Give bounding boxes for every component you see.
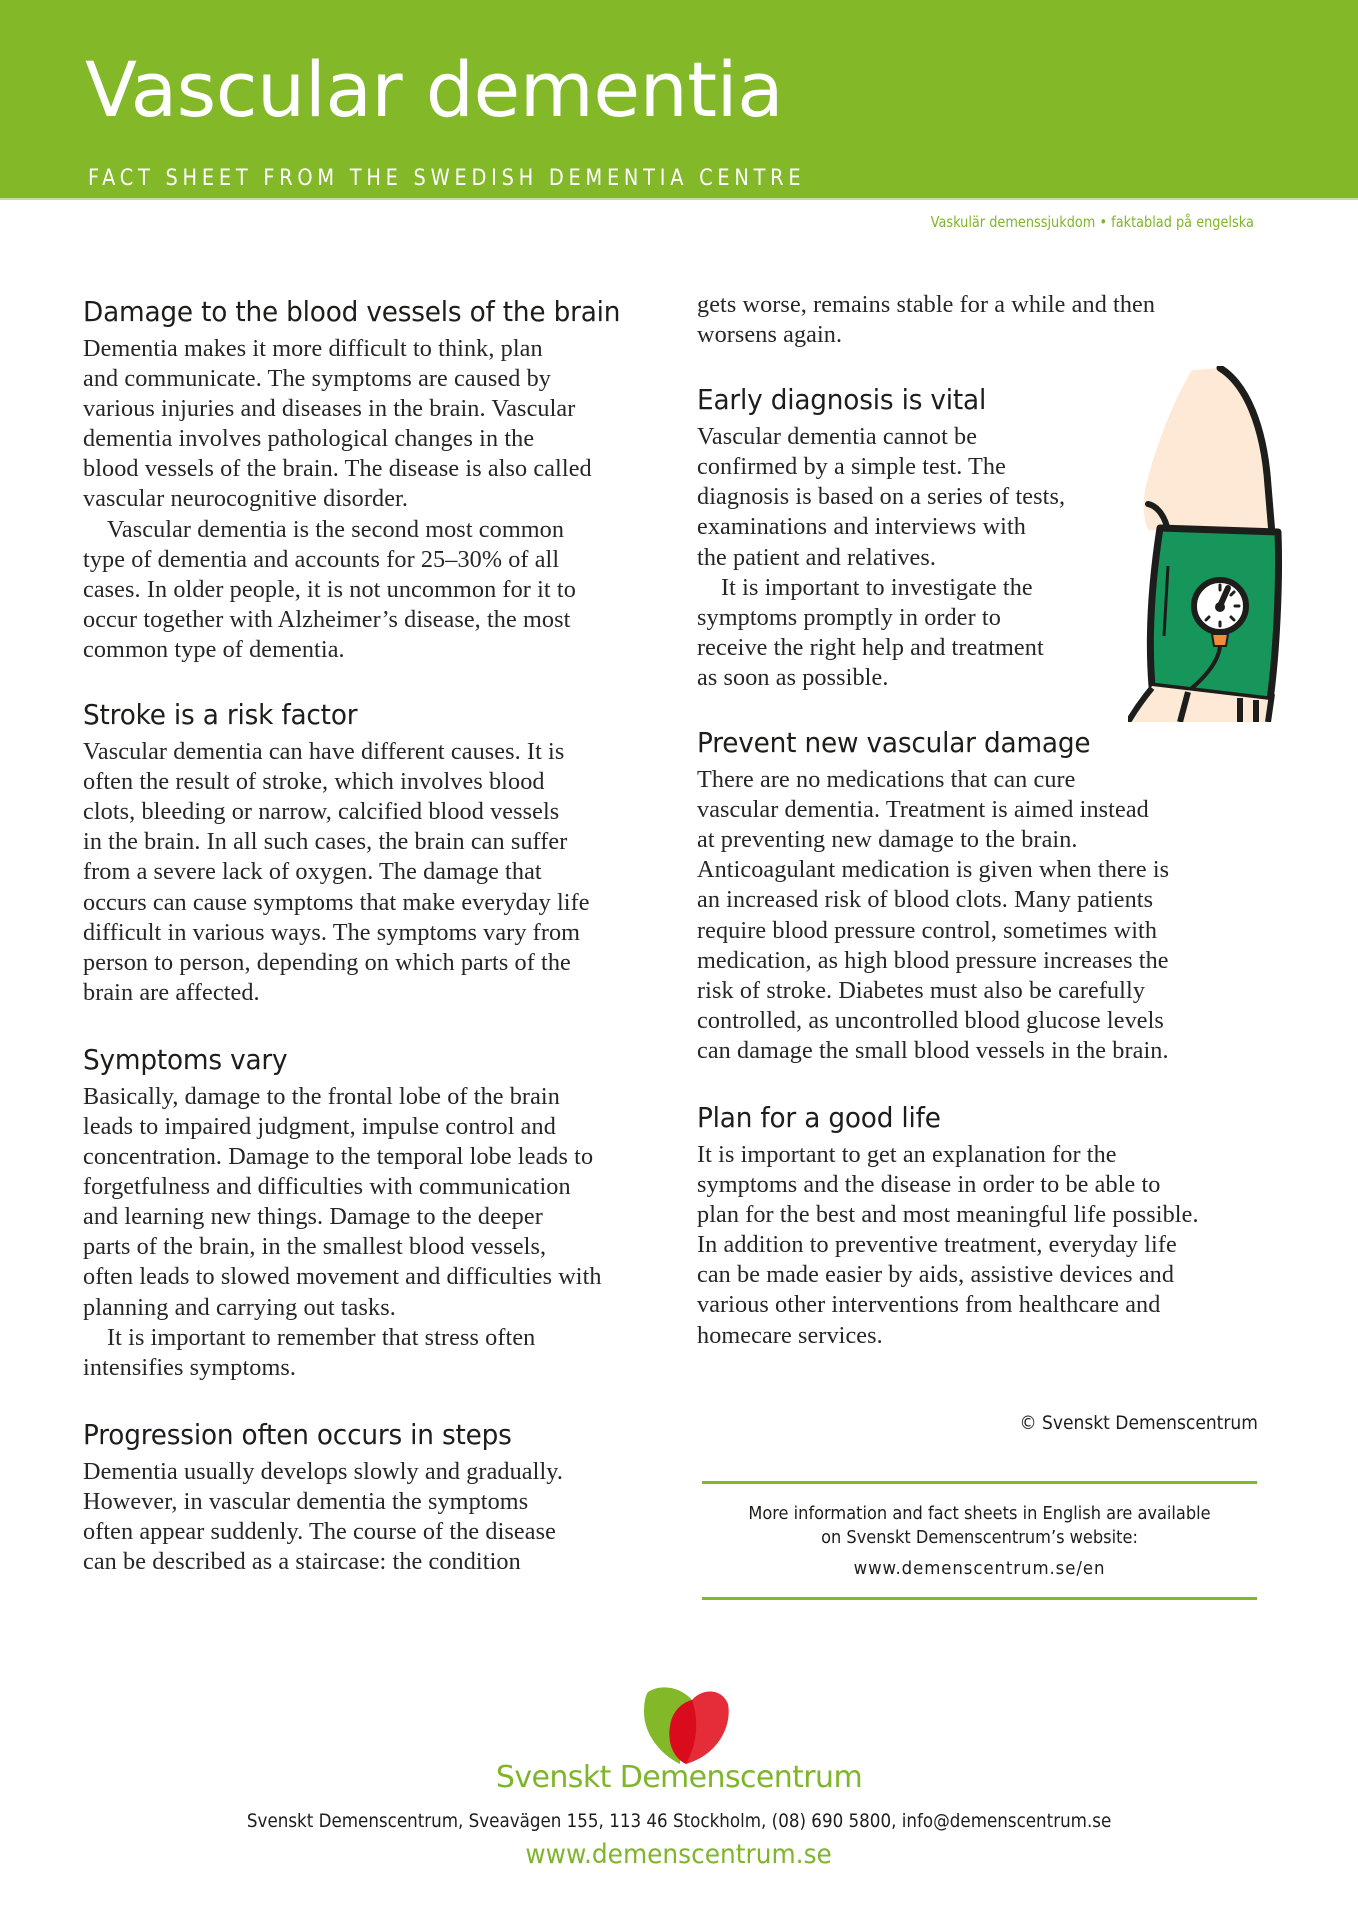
text-line: confirmed by a simple test. The <box>697 453 1006 481</box>
section-heading: Stroke is a risk factor <box>83 698 358 732</box>
text-line: often leads to slowed movement and difficulties with <box>83 1263 602 1291</box>
header-divider <box>0 198 1358 200</box>
text-line: Dementia usually develops slowly and gradually. <box>83 1457 564 1485</box>
section-body <box>83 737 643 1008</box>
leaf-logo-icon <box>640 1684 732 1766</box>
text-line: symptoms and the disease in order to be able to <box>697 1171 1161 1199</box>
section-body <box>83 1457 643 1577</box>
website-link[interactable] <box>0 1838 1358 1872</box>
section-heading: Damage to the blood vessels of the brain <box>83 295 621 328</box>
text-line: as soon as possible. <box>697 663 889 691</box>
text-line: at preventing new damage to the brain. <box>697 826 1078 854</box>
text-line: It is important to investigate the <box>721 573 1033 601</box>
section-body <box>83 1082 643 1383</box>
text-line: Vascular dementia can have different causes. It is <box>83 738 565 766</box>
text-line: parts of the brain, in the smallest blood vessels, <box>83 1233 547 1261</box>
header-banner <box>0 0 1358 198</box>
text-line: type of dementia and accounts for 25–30% of all <box>83 545 560 573</box>
text-line: In addition to preventive treatment, everyday life <box>697 1231 1177 1259</box>
more-info-text <box>702 1502 1257 1550</box>
info-line: on Svenskt Demenscentrum’s website: <box>821 1527 1138 1548</box>
text-line: controlled, as uncontrolled blood glucose levels <box>697 1006 1164 1034</box>
text-line: gets worse, remains stable for a while and then <box>697 291 1156 318</box>
english-site-link[interactable]: www.demenscentrum.se/en <box>853 1558 1106 1579</box>
section-body <box>697 1140 1267 1351</box>
text-line: symptoms promptly in order to <box>697 603 1001 631</box>
text-line: various other interventions from healthcare and <box>697 1291 1161 1319</box>
text-line: occurs can cause symptoms that make everyday life <box>83 888 590 916</box>
text-line: leads to impaired judgment, impulse control and <box>83 1112 556 1140</box>
text-line: medication, as high blood pressure increases the <box>697 946 1169 974</box>
text-line: in the brain. In all such cases, the brain can suffer <box>83 828 568 856</box>
text-line: worsens again. <box>697 321 843 349</box>
text-line: Vascular dementia cannot be <box>697 423 978 451</box>
text-line: Dementia makes it more difficult to think, plan <box>83 335 543 362</box>
text-line: difficult in various ways. The symptoms vary from <box>83 918 581 946</box>
section-heading: Symptoms vary <box>83 1042 288 1076</box>
copyright-notice: © Svenskt Demenscentrum <box>1019 1412 1258 1434</box>
text-line: and communicate. The symptoms are caused by <box>83 365 551 393</box>
text-line: vascular dementia. Treatment is aimed instead <box>697 796 1149 824</box>
text-line: blood vessels of the brain. The disease is also called <box>83 455 592 483</box>
text-line: vascular neurocognitive disorder. <box>83 485 409 513</box>
section-heading: Progression often occurs in steps <box>83 1417 512 1451</box>
text-line: Anticoagulant medication is given when there is <box>697 856 1170 884</box>
text-line: plan for the best and most meaningful life possible. <box>697 1201 1199 1229</box>
text-line: dementia involves pathological changes in the <box>83 425 535 453</box>
section-plan-good-life <box>697 1100 1267 1351</box>
section-damage-blood-vessels <box>83 294 643 665</box>
section-heading: Prevent new vascular damage <box>697 726 1091 760</box>
page-subtitle: FACT SHEET FROM THE SWEDISH DEMENTIA CENTRE <box>88 166 806 191</box>
section-body <box>697 765 1267 1066</box>
section-heading: Early diagnosis is vital <box>697 383 987 417</box>
contact-address <box>0 1808 1358 1834</box>
text-line: can be described as a staircase: the condition <box>83 1548 521 1576</box>
more-info-box <box>702 1481 1257 1600</box>
address-text: Svenskt Demenscentrum, Sveavägen 155, 113 46 Stockholm, (08) 690 5800, info@demenscentrum.se <box>246 1810 1112 1832</box>
text-line: However, in vascular dementia the symptoms <box>83 1487 529 1515</box>
brand-name: Svenskt Demenscentrum <box>495 1760 863 1795</box>
text-line: clots, bleeding or narrow, calcified blood vessels <box>83 798 560 826</box>
info-line: More information and fact sheets in English are available <box>748 1503 1211 1524</box>
text-line: require blood pressure control, sometimes with <box>697 916 1158 944</box>
text-line: the patient and relatives. <box>697 543 937 571</box>
text-line: often appear suddenly. The course of the disease <box>83 1518 556 1545</box>
text-line: concentration. Damage to the temporal lobe leads to <box>83 1143 594 1171</box>
text-line: cases. In older people, it is not uncommon for it to <box>83 575 576 603</box>
section-progression-steps <box>83 1417 643 1577</box>
website-text[interactable]: www.demenscentrum.se <box>525 1839 833 1870</box>
section-heading: Plan for a good life <box>697 1100 941 1134</box>
swedish-title-tag: Vaskulär demenssjukdom • faktablad på engelska <box>930 213 1254 231</box>
text-line: can be made easier by aids, assistive devices and <box>697 1261 1175 1289</box>
page-title: Vascular dementia <box>85 45 784 134</box>
text-line: It is important to get an explanation for the <box>697 1140 1117 1168</box>
text-line: receive the right help and treatment <box>697 633 1044 661</box>
text-line: an increased risk of blood clots. Many patients <box>697 886 1154 914</box>
text-line: common type of dementia. <box>83 635 345 663</box>
text-line: and learning new things. Damage to the deeper <box>83 1203 543 1231</box>
text-line: planning and carrying out tasks. <box>83 1293 396 1321</box>
text-line: can damage the small blood vessels in the brain. <box>697 1036 1169 1064</box>
text-line: diagnosis is based on a series of tests, <box>697 483 1066 511</box>
text-line: forgetfulness and difficulties with communication <box>83 1173 571 1201</box>
blood-pressure-cuff-illustration <box>1128 366 1296 722</box>
text-line: person to person, depending on which parts of the <box>83 948 571 976</box>
text-line: often the result of stroke, which involves blood <box>83 768 545 796</box>
section-stroke-risk <box>83 697 643 1008</box>
section-prevent-damage <box>697 725 1267 1066</box>
continued-text <box>697 290 1267 350</box>
text-line: There are no medications that can cure <box>697 766 1076 794</box>
text-line: occur together with Alzheimer’s disease, the most <box>83 605 571 633</box>
text-line: various injuries and diseases in the brain. Vascular <box>83 395 576 423</box>
text-line: risk of stroke. Diabetes must also be carefully <box>697 976 1146 1004</box>
arm-cuff-icon <box>1128 366 1296 722</box>
text-line: Vascular dementia is the second most common <box>107 515 565 543</box>
text-line: from a severe lack of oxygen. The damage that <box>83 858 542 886</box>
text-line: homecare services. <box>697 1321 883 1349</box>
section-body <box>83 334 643 665</box>
left-column <box>83 294 643 1611</box>
section-symptoms-vary <box>83 1042 643 1383</box>
text-line: examinations and interviews with <box>697 513 1026 541</box>
text-line: It is important to remember that stress often <box>107 1323 536 1351</box>
text-line: intensifies symptoms. <box>83 1353 297 1381</box>
text-line: brain are affected. <box>83 978 260 1006</box>
text-line: Basically, damage to the frontal lobe of the brain <box>83 1082 560 1110</box>
